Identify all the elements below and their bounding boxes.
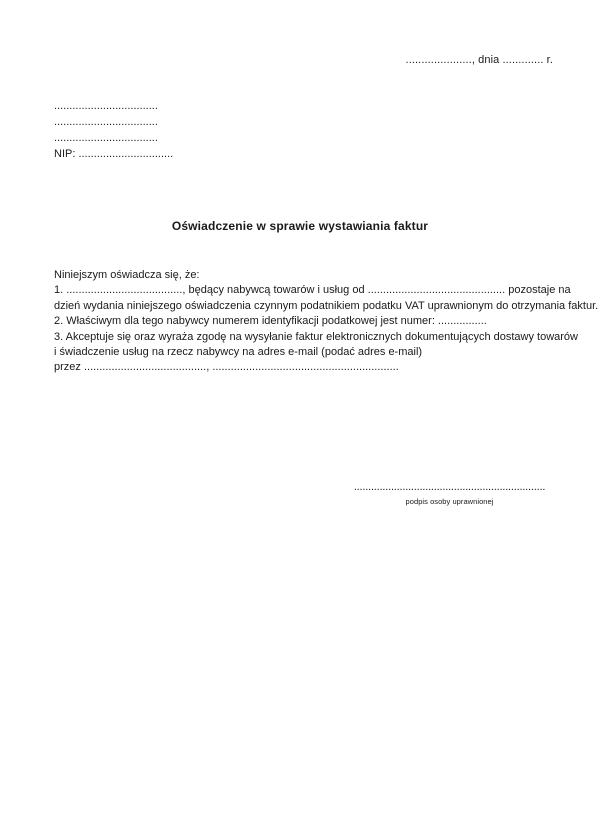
- body-item-2-line-1: 2. Właściwym dla tego nabywcy numerem identyfikacji podatkowej jest numer: ................: [54, 315, 487, 328]
- signature-caption: podpis osoby uprawnionej: [405, 497, 494, 506]
- date-place-line: ....................., dnia ............. r.: [405, 54, 553, 66]
- party-line-1: ..................................: [54, 100, 158, 112]
- party-line-3: ..................................: [54, 132, 158, 144]
- party-details-block: [54, 98, 173, 162]
- body-item-3-line-3: przez ........................................, .............................................................: [54, 361, 399, 374]
- declaration-body: [54, 268, 599, 376]
- body-intro: Niniejszym oświadcza się, że:: [54, 269, 200, 281]
- page-title: Oświadczenie w sprawie wystawiania faktur: [171, 219, 429, 233]
- signature-dotted-line: ...................................................................: [353, 481, 546, 493]
- party-line-2: ..................................: [54, 116, 158, 128]
- body-item-3-line-1: 3. Akceptuje się oraz wyraża zgodę na wysyłanie faktur elektronicznych dokumentujących dostawy towarów: [54, 330, 578, 343]
- body-item-1-line-2: dzień wydania niniejszego oświadczenia czynnym podatnikiem podatku VAT uprawnionym do otrzymania faktur.: [54, 299, 599, 312]
- body-item-1-line-1: 1. ......................................, będący nabywcą towarów i usług od ............................................. pozostaje na: [54, 284, 571, 297]
- body-item-3-line-2: i świadczenie usług na rzecz nabywcy na adres e-mail (podać adres e-mail): [54, 346, 423, 359]
- party-nip-line: NIP: ...............................: [54, 148, 174, 160]
- signature-block: [345, 481, 554, 507]
